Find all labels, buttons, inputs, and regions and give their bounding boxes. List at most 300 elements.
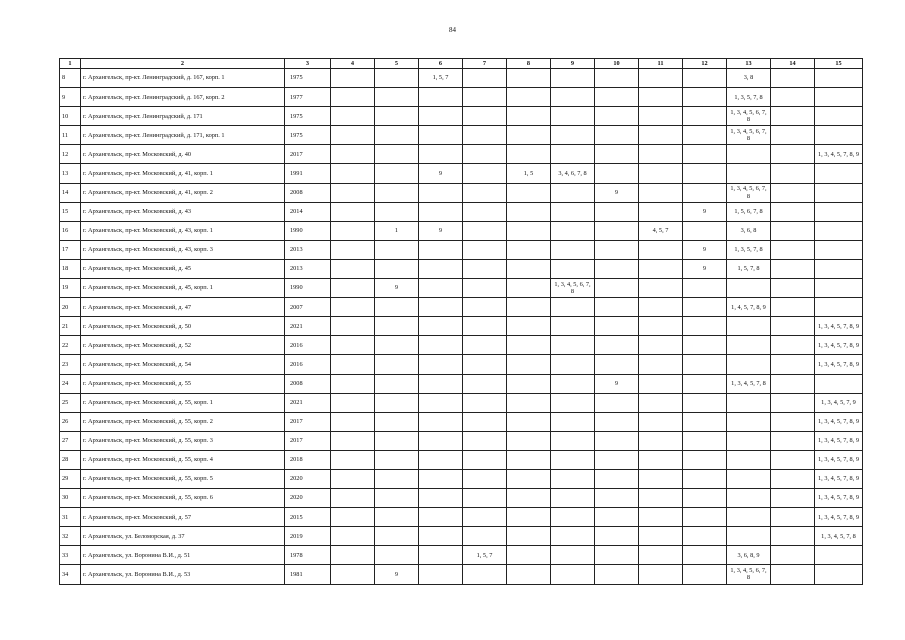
- table-row: [60, 393, 863, 412]
- table-cell-col-1: 34: [60, 565, 81, 584]
- table-cell-col-4: [331, 298, 375, 317]
- table-cell-col-10: [595, 126, 639, 145]
- table-cell-col-5: [375, 240, 419, 259]
- table-cell-col-5: [375, 259, 419, 278]
- table-cell-col-12: [683, 469, 727, 488]
- table-cell-col-1: 18: [60, 259, 81, 278]
- table-cell-col-5: [375, 393, 419, 412]
- table-cell-col-11: [639, 431, 683, 450]
- table-cell-col-7: [463, 317, 507, 336]
- table-cell-col-13: [727, 431, 771, 450]
- table-cell-col-1: 13: [60, 164, 81, 183]
- table-cell-col-10: [595, 164, 639, 183]
- table-cell-col-9: [551, 412, 595, 431]
- table-header-row: [60, 59, 863, 69]
- table-cell-col-7: [463, 336, 507, 355]
- table-cell-col-7: [463, 183, 507, 202]
- table-cell-col-5: [375, 183, 419, 202]
- table-cell-col-2: г. Архангельск, пр-кт. Ленинградский, д. 171: [81, 107, 285, 126]
- table-cell-col-7: [463, 202, 507, 221]
- table-cell-col-12: 9: [683, 240, 727, 259]
- table-cell-col-14: [771, 279, 815, 298]
- table-cell-col-13: 1, 3, 4, 5, 6, 7, 8: [727, 565, 771, 584]
- table-row: [60, 469, 863, 488]
- table-cell-col-10: [595, 298, 639, 317]
- table-cell-col-9: [551, 508, 595, 527]
- table-row: [60, 374, 863, 393]
- table-cell-col-8: [507, 240, 551, 259]
- table-cell-col-8: [507, 279, 551, 298]
- table-cell-col-9: [551, 374, 595, 393]
- table-cell-col-7: [463, 145, 507, 164]
- table-cell-col-1: 26: [60, 412, 81, 431]
- column-header-15: 15: [815, 59, 863, 69]
- table-cell-col-15: 1, 3, 4, 5, 7, 8, 9: [815, 508, 863, 527]
- table-cell-col-6: [419, 565, 463, 584]
- table-cell-col-15: 1, 3, 4, 5, 7, 8, 9: [815, 145, 863, 164]
- table-cell-col-15: 1, 3, 4, 5, 7, 8, 9: [815, 450, 863, 469]
- table-cell-col-2: г. Архангельск, пр-кт. Московский, д. 55, корп. 1: [81, 393, 285, 412]
- table-cell-col-11: [639, 546, 683, 565]
- table-cell-col-12: [683, 546, 727, 565]
- table-cell-col-12: [683, 450, 727, 469]
- table-cell-col-3: 2019: [285, 527, 331, 546]
- table-cell-col-11: [639, 145, 683, 164]
- table-cell-col-15: [815, 565, 863, 584]
- table-cell-col-3: 2017: [285, 412, 331, 431]
- table-cell-col-13: [727, 355, 771, 374]
- column-header-7: 7: [463, 59, 507, 69]
- table-cell-col-6: [419, 317, 463, 336]
- table-cell-col-13: [727, 145, 771, 164]
- column-header-2: 2: [81, 59, 285, 69]
- table-cell-col-1: 24: [60, 374, 81, 393]
- table-cell-col-6: [419, 183, 463, 202]
- table-cell-col-9: [551, 355, 595, 374]
- table-cell-col-6: [419, 107, 463, 126]
- table-cell-col-8: [507, 450, 551, 469]
- table-cell-col-10: [595, 259, 639, 278]
- table-cell-col-6: [419, 450, 463, 469]
- table-cell-col-2: г. Архангельск, пр-кт. Московский, д. 54: [81, 355, 285, 374]
- table-cell-col-5: [375, 88, 419, 107]
- table-cell-col-3: 1981: [285, 565, 331, 584]
- table-cell-col-3: 2021: [285, 317, 331, 336]
- table-cell-col-12: [683, 489, 727, 508]
- table-cell-col-10: [595, 69, 639, 88]
- table-cell-col-4: [331, 69, 375, 88]
- table-cell-col-7: [463, 565, 507, 584]
- table-cell-col-13: [727, 527, 771, 546]
- table-cell-col-14: [771, 317, 815, 336]
- table-cell-col-4: [331, 183, 375, 202]
- table-cell-col-13: [727, 317, 771, 336]
- table-cell-col-12: [683, 221, 727, 240]
- table-cell-col-1: 9: [60, 88, 81, 107]
- table-cell-col-9: [551, 183, 595, 202]
- table-cell-col-6: 9: [419, 164, 463, 183]
- table-cell-col-14: [771, 508, 815, 527]
- table-row: [60, 126, 863, 145]
- table-cell-col-15: 1, 3, 4, 5, 7, 8: [815, 527, 863, 546]
- table-cell-col-2: г. Архангельск, пр-кт. Московский, д. 45: [81, 259, 285, 278]
- table-cell-col-13: [727, 469, 771, 488]
- table-row: [60, 450, 863, 469]
- table-cell-col-2: г. Архангельск, пр-кт. Московский, д. 55, корп. 6: [81, 489, 285, 508]
- table-cell-col-2: г. Архангельск, пр-кт. Московский, д. 55, корп. 3: [81, 431, 285, 450]
- table-row: [60, 221, 863, 240]
- table-cell-col-11: [639, 183, 683, 202]
- table-cell-col-7: [463, 469, 507, 488]
- table-cell-col-13: [727, 393, 771, 412]
- table-cell-col-3: 2013: [285, 240, 331, 259]
- table-cell-col-8: [507, 317, 551, 336]
- table-cell-col-1: 30: [60, 489, 81, 508]
- table-cell-col-15: [815, 164, 863, 183]
- table-cell-col-8: [507, 393, 551, 412]
- table-cell-col-4: [331, 355, 375, 374]
- table-cell-col-3: 1977: [285, 88, 331, 107]
- table-cell-col-12: [683, 88, 727, 107]
- table-cell-col-1: 10: [60, 107, 81, 126]
- table-cell-col-6: [419, 279, 463, 298]
- table-cell-col-12: [683, 508, 727, 527]
- table-cell-col-9: [551, 240, 595, 259]
- table-cell-col-11: [639, 202, 683, 221]
- table-cell-col-8: [507, 336, 551, 355]
- table-cell-col-11: [639, 107, 683, 126]
- table-row: [60, 431, 863, 450]
- table-cell-col-10: [595, 412, 639, 431]
- table-row: [60, 355, 863, 374]
- table-cell-col-10: [595, 508, 639, 527]
- table-row: [60, 546, 863, 565]
- table-cell-col-2: г. Архангельск, пр-кт. Московский, д. 41, корп. 2: [81, 183, 285, 202]
- table-cell-col-7: [463, 240, 507, 259]
- table-cell-col-6: [419, 431, 463, 450]
- table-cell-col-14: [771, 546, 815, 565]
- table-cell-col-11: 4, 5, 7: [639, 221, 683, 240]
- table-cell-col-13: 1, 3, 4, 5, 6, 7, 8: [727, 183, 771, 202]
- table-cell-col-12: 9: [683, 259, 727, 278]
- table-row: [60, 508, 863, 527]
- table-cell-col-3: 2008: [285, 374, 331, 393]
- table-cell-col-11: [639, 69, 683, 88]
- table-row: [60, 145, 863, 164]
- table-cell-col-6: [419, 527, 463, 546]
- table-row: [60, 412, 863, 431]
- table-cell-col-1: 12: [60, 145, 81, 164]
- table-cell-col-1: 32: [60, 527, 81, 546]
- table-cell-col-5: [375, 107, 419, 126]
- table-cell-col-15: [815, 69, 863, 88]
- table-cell-col-6: [419, 489, 463, 508]
- table-cell-col-6: [419, 393, 463, 412]
- table-cell-col-4: [331, 145, 375, 164]
- table-cell-col-11: [639, 164, 683, 183]
- table-cell-col-12: [683, 69, 727, 88]
- table-cell-col-12: [683, 317, 727, 336]
- table-cell-col-12: [683, 298, 727, 317]
- table-cell-col-2: г. Архангельск, пр-кт. Московский, д. 40: [81, 145, 285, 164]
- column-header-6: 6: [419, 59, 463, 69]
- table-cell-col-7: [463, 374, 507, 393]
- table-cell-col-14: [771, 355, 815, 374]
- table-cell-col-2: г. Архангельск, ул. Беломорская, д. 37: [81, 527, 285, 546]
- table-cell-col-15: [815, 126, 863, 145]
- table-cell-col-15: [815, 298, 863, 317]
- table-cell-col-15: [815, 279, 863, 298]
- table-cell-col-3: 2020: [285, 469, 331, 488]
- table-cell-col-9: [551, 527, 595, 546]
- table-cell-col-4: [331, 126, 375, 145]
- table-cell-col-13: 3, 6, 8, 9: [727, 546, 771, 565]
- table-row: [60, 107, 863, 126]
- table-cell-col-10: [595, 527, 639, 546]
- table-cell-col-5: 9: [375, 279, 419, 298]
- table-cell-col-14: [771, 164, 815, 183]
- table-cell-col-12: [683, 412, 727, 431]
- table-cell-col-6: 1, 5, 7: [419, 69, 463, 88]
- table-cell-col-15: 1, 3, 4, 5, 7, 9: [815, 393, 863, 412]
- table-cell-col-10: [595, 317, 639, 336]
- table-cell-col-3: 2016: [285, 355, 331, 374]
- table-cell-col-10: [595, 202, 639, 221]
- table-row: [60, 336, 863, 355]
- table-cell-col-14: [771, 298, 815, 317]
- table-cell-col-14: [771, 336, 815, 355]
- table-cell-col-1: 14: [60, 183, 81, 202]
- table-cell-col-9: [551, 145, 595, 164]
- table-cell-col-4: [331, 202, 375, 221]
- table-cell-col-15: [815, 221, 863, 240]
- table-cell-col-15: [815, 240, 863, 259]
- table-cell-col-6: [419, 508, 463, 527]
- table-row: [60, 279, 863, 298]
- table-cell-col-9: [551, 393, 595, 412]
- table-cell-col-14: [771, 527, 815, 546]
- table-cell-col-10: 9: [595, 183, 639, 202]
- table-cell-col-6: [419, 336, 463, 355]
- table-cell-col-4: [331, 240, 375, 259]
- table-cell-col-10: [595, 546, 639, 565]
- table-cell-col-15: [815, 107, 863, 126]
- table-cell-col-7: [463, 69, 507, 88]
- table-cell-col-15: [815, 259, 863, 278]
- table-cell-col-11: [639, 88, 683, 107]
- table-cell-col-11: [639, 393, 683, 412]
- table-cell-col-14: [771, 565, 815, 584]
- table-row: [60, 183, 863, 202]
- table-cell-col-1: 17: [60, 240, 81, 259]
- column-header-4: 4: [331, 59, 375, 69]
- table-cell-col-11: [639, 450, 683, 469]
- column-header-11: 11: [639, 59, 683, 69]
- table-cell-col-4: [331, 508, 375, 527]
- table-cell-col-8: [507, 69, 551, 88]
- table-cell-col-10: [595, 221, 639, 240]
- table-cell-col-11: [639, 336, 683, 355]
- table-cell-col-11: [639, 317, 683, 336]
- table-row: [60, 317, 863, 336]
- table-cell-col-4: [331, 489, 375, 508]
- table-cell-col-8: [507, 202, 551, 221]
- table-row: [60, 240, 863, 259]
- table-cell-col-5: [375, 202, 419, 221]
- table-cell-col-14: [771, 412, 815, 431]
- table-cell-col-12: [683, 145, 727, 164]
- table-cell-col-8: [507, 546, 551, 565]
- table-cell-col-5: [375, 431, 419, 450]
- table-cell-col-8: [507, 469, 551, 488]
- table-cell-col-1: 19: [60, 279, 81, 298]
- table-cell-col-1: 25: [60, 393, 81, 412]
- table-cell-col-13: [727, 279, 771, 298]
- table-cell-col-11: [639, 298, 683, 317]
- table-cell-col-8: [507, 489, 551, 508]
- table-cell-col-15: [815, 183, 863, 202]
- table-cell-col-7: [463, 279, 507, 298]
- table-cell-col-13: 1, 3, 4, 5, 7, 8: [727, 374, 771, 393]
- table-cell-col-5: [375, 508, 419, 527]
- table-cell-col-6: [419, 469, 463, 488]
- table-cell-col-9: [551, 298, 595, 317]
- table-cell-col-11: [639, 374, 683, 393]
- table-cell-col-5: 9: [375, 565, 419, 584]
- table-cell-col-7: [463, 221, 507, 240]
- table-cell-col-2: г. Архангельск, пр-кт. Ленинградский, д. 167, корп. 2: [81, 88, 285, 107]
- table-cell-col-3: 2008: [285, 183, 331, 202]
- table-cell-col-13: [727, 336, 771, 355]
- table-cell-col-8: 1, 5: [507, 164, 551, 183]
- table-cell-col-15: [815, 374, 863, 393]
- table-cell-col-8: [507, 221, 551, 240]
- table-cell-col-15: 1, 3, 4, 5, 7, 8, 9: [815, 336, 863, 355]
- table-cell-col-13: 3, 8: [727, 69, 771, 88]
- table-cell-col-13: 1, 3, 5, 7, 8: [727, 240, 771, 259]
- table-cell-col-14: [771, 183, 815, 202]
- table-cell-col-2: г. Архангельск, пр-кт. Московский, д. 43, корп. 1: [81, 221, 285, 240]
- table-cell-col-7: [463, 412, 507, 431]
- table-cell-col-13: 1, 3, 5, 7, 8: [727, 88, 771, 107]
- table-cell-col-10: [595, 336, 639, 355]
- table-cell-col-11: [639, 527, 683, 546]
- table-cell-col-15: [815, 546, 863, 565]
- table-cell-col-13: 1, 4, 5, 7, 8, 9: [727, 298, 771, 317]
- table-cell-col-1: 11: [60, 126, 81, 145]
- table-cell-col-12: [683, 527, 727, 546]
- table-cell-col-9: 3, 4, 6, 7, 8: [551, 164, 595, 183]
- table-cell-col-6: [419, 240, 463, 259]
- table-cell-col-5: [375, 450, 419, 469]
- column-header-14: 14: [771, 59, 815, 69]
- table-cell-col-2: г. Архангельск, пр-кт. Московский, д. 55: [81, 374, 285, 393]
- table-row: [60, 565, 863, 584]
- table-cell-col-3: 2021: [285, 393, 331, 412]
- table-cell-col-9: [551, 202, 595, 221]
- table-cell-col-14: [771, 240, 815, 259]
- table-cell-col-8: [507, 145, 551, 164]
- table-cell-col-14: [771, 469, 815, 488]
- table-cell-col-12: [683, 279, 727, 298]
- table-cell-col-12: [683, 107, 727, 126]
- table-cell-col-2: г. Архангельск, пр-кт. Московский, д. 52: [81, 336, 285, 355]
- table-cell-col-5: [375, 145, 419, 164]
- table-cell-col-3: 1991: [285, 164, 331, 183]
- table-row: [60, 202, 863, 221]
- table-cell-col-4: [331, 336, 375, 355]
- table-cell-col-8: [507, 355, 551, 374]
- table-cell-col-4: [331, 88, 375, 107]
- table-cell-col-12: [683, 336, 727, 355]
- table-row: [60, 88, 863, 107]
- table-cell-col-9: [551, 259, 595, 278]
- table-cell-col-13: [727, 489, 771, 508]
- table-cell-col-2: г. Архангельск, пр-кт. Московский, д. 47: [81, 298, 285, 317]
- table-row: [60, 164, 863, 183]
- table-cell-col-9: [551, 126, 595, 145]
- table-cell-col-5: 1: [375, 221, 419, 240]
- table-cell-col-2: г. Архангельск, пр-кт. Московский, д. 55, корп. 4: [81, 450, 285, 469]
- table-row: [60, 527, 863, 546]
- table-cell-col-8: [507, 298, 551, 317]
- building-register-table: [59, 58, 863, 585]
- table-row: [60, 489, 863, 508]
- table-cell-col-7: [463, 88, 507, 107]
- table-cell-col-7: 1, 5, 7: [463, 546, 507, 565]
- table-cell-col-8: [507, 259, 551, 278]
- table-cell-col-9: [551, 469, 595, 488]
- table-cell-col-8: [507, 527, 551, 546]
- table-cell-col-12: [683, 374, 727, 393]
- table-cell-col-3: 1990: [285, 279, 331, 298]
- table-cell-col-9: [551, 69, 595, 88]
- table-cell-col-3: 2020: [285, 489, 331, 508]
- table-cell-col-10: [595, 240, 639, 259]
- table-cell-col-9: 1, 3, 4, 5, 6, 7, 8: [551, 279, 595, 298]
- table-cell-col-4: [331, 412, 375, 431]
- table-cell-col-8: [507, 565, 551, 584]
- table-cell-col-6: [419, 145, 463, 164]
- table-cell-col-13: 1, 3, 4, 5, 6, 7, 8: [727, 126, 771, 145]
- table-cell-col-5: [375, 374, 419, 393]
- table-cell-col-13: [727, 164, 771, 183]
- table-cell-col-10: [595, 450, 639, 469]
- table-cell-col-12: 9: [683, 202, 727, 221]
- table-cell-col-4: [331, 374, 375, 393]
- table-cell-col-11: [639, 279, 683, 298]
- table-cell-col-10: [595, 107, 639, 126]
- table-cell-col-12: [683, 565, 727, 584]
- table-cell-col-11: [639, 355, 683, 374]
- table-cell-col-10: [595, 88, 639, 107]
- table-cell-col-6: [419, 546, 463, 565]
- table-cell-col-1: 29: [60, 469, 81, 488]
- table-cell-col-2: г. Архангельск, пр-кт. Московский, д. 45, корп. 1: [81, 279, 285, 298]
- table-cell-col-1: 22: [60, 336, 81, 355]
- table-cell-col-10: [595, 565, 639, 584]
- table-cell-col-4: [331, 546, 375, 565]
- table-cell-col-7: [463, 355, 507, 374]
- table-cell-col-2: г. Архангельск, пр-кт. Московский, д. 55, корп. 2: [81, 412, 285, 431]
- table-cell-col-11: [639, 469, 683, 488]
- table-cell-col-9: [551, 450, 595, 469]
- table-cell-col-4: [331, 450, 375, 469]
- table-cell-col-4: [331, 107, 375, 126]
- table-cell-col-8: [507, 107, 551, 126]
- table-cell-col-3: 2014: [285, 202, 331, 221]
- table-cell-col-4: [331, 317, 375, 336]
